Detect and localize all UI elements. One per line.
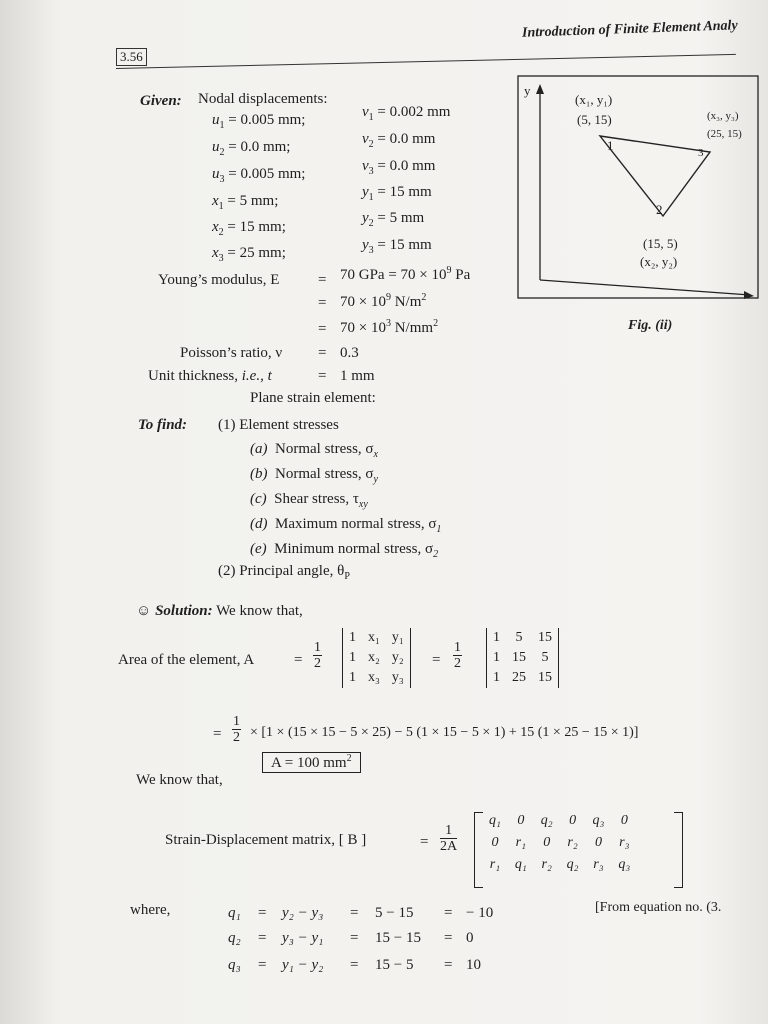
given-symbol: u — [212, 112, 220, 128]
half-3: $\frac{1}{2}$ — [233, 714, 240, 746]
given-value: = 0.0 mm — [373, 131, 436, 147]
det-cell: x₃ — [368, 670, 380, 685]
given-subscript: 1 — [368, 192, 374, 203]
given-subscript: 1 — [219, 120, 225, 131]
figure-caption: Fig. (ii) — [628, 318, 673, 333]
subitem-text: Normal stress, σ — [275, 441, 374, 457]
area-eq-1: = — [294, 652, 303, 668]
b-matrix-label: Strain-Displacement matrix, [ B ] — [165, 832, 367, 848]
q-calc: 15 − 15 — [375, 930, 421, 946]
b-matrix-cell: r₂ — [541, 857, 552, 872]
given-value: = 15 mm — [373, 184, 432, 200]
given-subscript: 2 — [368, 218, 374, 229]
given-subscript: 3 — [218, 253, 224, 264]
det-cell: 1 — [349, 650, 356, 665]
given-subscript: 3 — [368, 166, 374, 177]
given-symbol: y — [362, 184, 369, 200]
eq-2: = — [318, 295, 327, 311]
determinant-symbolic — [342, 628, 411, 688]
q-definition: y₃ − y₁ — [282, 930, 324, 946]
given-left-row — [212, 112, 305, 131]
subitem-gap — [268, 466, 276, 482]
nodal-heading: Nodal displacements: — [198, 91, 328, 107]
subitem-gap — [268, 441, 276, 457]
poisson-value: 0.3 — [340, 345, 359, 361]
given-value: = 0.0 mm; — [224, 139, 291, 155]
b-matrix — [482, 810, 637, 876]
to-find-item-2: (2) Principal angle, $\theta_P$ — [218, 563, 350, 582]
q-result: 10 — [466, 957, 481, 973]
page-number: 3.56 — [116, 48, 147, 66]
eq-1: = — [318, 272, 327, 288]
node3-number: 3 — [698, 147, 704, 159]
area-result: A = 100 $mm^2$ — [262, 752, 361, 773]
youngs-line-1: 70 GPa = $70 \times 10^9$ Pa — [340, 265, 471, 283]
b-matrix-cell: 0 — [620, 813, 628, 828]
y-arrow — [536, 84, 544, 94]
eq-4: = — [318, 345, 327, 361]
y-axis-label: y — [524, 83, 531, 98]
det-cell: 15 — [538, 670, 552, 685]
given-left-row — [212, 219, 286, 238]
where-label: where, — [130, 902, 171, 918]
det-cell: 1 — [349, 630, 356, 645]
given-value: = 0.0 mm — [373, 158, 436, 174]
subitem-text: Minimum normal stress, σ — [274, 541, 434, 557]
half-1: $\frac{1}{2}$ — [314, 640, 321, 672]
triangle-element — [600, 136, 710, 216]
solution-line: ☺ Solution: We know that, — [136, 603, 303, 619]
given-symbol: v — [362, 158, 369, 174]
det-cell: y₁ — [391, 630, 404, 645]
given-subscript: 3 — [219, 174, 225, 185]
subitem-subscript: y — [373, 474, 378, 485]
subitem-tag: (c) — [250, 491, 267, 507]
q-eq-3: = — [444, 957, 453, 973]
b-matrix-cell: r₂ — [567, 835, 578, 850]
q-definition: y₂ − y₃ — [282, 905, 324, 921]
b-bracket-right — [674, 812, 683, 888]
b-matrix-cell: q₃ — [618, 857, 631, 872]
node3-value: (25, 15) — [707, 128, 742, 140]
given-value: = 0.005 mm; — [224, 166, 306, 182]
given-left-row — [212, 139, 290, 158]
to-find-item-1: (1) Element stresses — [218, 417, 339, 433]
node1-value: (5, 15) — [577, 112, 612, 127]
q-eq-3: = — [444, 930, 453, 946]
eq-3: = — [318, 321, 327, 337]
determinant-numeric — [486, 628, 559, 688]
b-matrix-cell: q₂ — [540, 813, 553, 828]
we-know-that: We know that, — [136, 772, 223, 788]
q-eq-1: = — [258, 957, 267, 973]
thickness-label: Unit thickness, i.e., t — [148, 368, 272, 384]
node1-coord: (x₁, y₁) — [575, 92, 613, 107]
given-right-row — [362, 210, 424, 229]
subitem-subscript: x — [373, 449, 378, 460]
given-symbol: x — [212, 219, 219, 235]
poisson-label: Poisson’s ratio, ν — [180, 345, 283, 361]
given-subscript: 1 — [218, 201, 224, 212]
b-matrix-cell: q₃ — [592, 813, 605, 828]
given-value: = 0.005 mm; — [224, 112, 306, 128]
b-matrix-cell: q₁ — [514, 857, 527, 872]
given-subscript: 2 — [218, 227, 224, 238]
thickness-value: 1 mm — [340, 368, 375, 384]
q-eq-2: = — [350, 930, 359, 946]
given-label: Given: — [140, 93, 182, 109]
smiley-icon: ☺ — [136, 603, 152, 619]
to-find-subitem — [250, 491, 368, 510]
det-cell: 5 — [541, 650, 549, 665]
from-equation: [From equation no. (3. — [595, 900, 722, 915]
det-cell: 15 — [512, 650, 526, 665]
given-right-row — [362, 104, 450, 123]
q-lhs: q₃ — [228, 957, 241, 973]
area-expansion: × [1 × (15 × 15 − 5 × 25) − 5 (1 × 15 − 5 × 1) + 15 (1 × 25 − 15 × 1)] — [250, 725, 639, 740]
subitem-subscript: 2 — [433, 549, 439, 560]
given-symbol: x — [212, 193, 219, 209]
given-value: = 5 mm; — [223, 193, 279, 209]
det-cell: 5 — [515, 630, 523, 645]
q-definition: y₁ − y₂ — [282, 957, 324, 973]
det-cell: 1 — [493, 630, 500, 645]
q-result: 0 — [466, 930, 474, 946]
given-right-row — [362, 184, 432, 203]
to-find-subitem — [250, 441, 378, 460]
b-matrix-cell: r₁ — [489, 857, 501, 872]
plane-strain: Plane strain element: — [250, 390, 376, 406]
det-cell: 25 — [512, 670, 526, 685]
det-cell: y₂ — [391, 650, 404, 665]
given-left-row — [212, 245, 286, 264]
given-value: = 0.002 mm — [373, 104, 451, 120]
b-matrix-cell: 0 — [594, 835, 602, 850]
det-cell: 1 — [493, 670, 500, 685]
det-cell: 1 — [349, 670, 356, 685]
q-eq-2: = — [350, 957, 359, 973]
to-find-subitem — [250, 466, 378, 485]
given-symbol: y — [362, 210, 369, 226]
b-matrix-cell: 0 — [491, 835, 499, 850]
youngs-line-2: $70 \times 10^9$ $N/m^2$ — [340, 292, 427, 310]
given-subscript: 2 — [219, 147, 225, 158]
given-left-row — [212, 166, 305, 185]
eq-5: = — [318, 368, 327, 384]
node1-number: 1 — [607, 138, 614, 153]
b-matrix-cell: q₁ — [489, 813, 501, 828]
given-symbol: x — [212, 245, 219, 261]
half-2: $\frac{1}{2}$ — [454, 640, 461, 672]
subitem-text: Shear stress, τ — [274, 491, 359, 507]
det-cell: x₂ — [368, 650, 380, 665]
subitem-text: Normal stress, σ — [275, 466, 374, 482]
b-matrix-cell: 0 — [517, 813, 525, 828]
b-matrix-cell: 0 — [543, 835, 551, 850]
given-value: = 15 mm; — [223, 219, 286, 235]
given-symbol: v — [362, 131, 369, 147]
to-find-subitem — [250, 541, 438, 560]
given-value: = 5 mm — [373, 210, 425, 226]
node2-coord: (x₂, y₂) — [640, 254, 678, 269]
given-subscript: 1 — [368, 112, 374, 123]
q-calc: 15 − 5 — [375, 957, 414, 973]
b-matrix-cell: r₁ — [515, 835, 526, 850]
q-result: − 10 — [466, 905, 494, 921]
given-subscript: 3 — [368, 245, 374, 256]
b-matrix-cell: r₃ — [593, 857, 604, 872]
running-title: Introduction of Finite Element Analy — [521, 18, 738, 41]
det-cell: x₁ — [368, 630, 380, 645]
given-value: = 15 mm — [373, 237, 432, 253]
node2-value: (15, 5) — [643, 236, 678, 251]
given-symbol: u — [212, 166, 220, 182]
header-rule — [116, 54, 736, 69]
given-symbol: v — [362, 104, 369, 120]
subitem-tag: (d) — [250, 516, 268, 532]
b-eq: = — [420, 834, 429, 850]
youngs-line-3: $70 \times 10^3$ $N/mm^2$ — [340, 318, 439, 336]
to-find-label: To find: — [138, 417, 188, 433]
b-frac: $\frac{1}{2A}$ — [440, 823, 458, 855]
b-matrix-cell: r₃ — [619, 835, 630, 850]
q-eq-2: = — [350, 905, 359, 921]
b-matrix-cell: 0 — [569, 813, 577, 828]
youngs-label: Young’s modulus, E — [158, 272, 280, 288]
x-axis — [540, 280, 750, 295]
det-cell: 15 — [538, 630, 552, 645]
given-subscript: 2 — [368, 139, 374, 150]
area-eq-2: = — [432, 652, 441, 668]
given-right-row — [362, 158, 435, 177]
subitem-tag: (e) — [250, 541, 267, 557]
b-matrix-cell: q₂ — [566, 857, 579, 872]
q-eq-1: = — [258, 905, 267, 921]
area-label: Area of the element, A — [118, 652, 255, 668]
given-right-row — [362, 237, 432, 256]
to-find-subitem — [250, 516, 441, 535]
det-cell: 1 — [493, 650, 500, 665]
subitem-gap — [268, 516, 276, 532]
q-lhs: q₂ — [228, 930, 241, 946]
q-calc: 5 − 15 — [375, 905, 414, 921]
subitem-tag: (a) — [250, 441, 268, 457]
given-left-row — [212, 193, 278, 212]
given-symbol: u — [212, 139, 220, 155]
node3-coord: (x₃, y₃) — [707, 110, 739, 122]
subitem-subscript: xy — [358, 499, 368, 510]
q-eq-3: = — [444, 905, 453, 921]
area-eq-3: = — [213, 726, 222, 742]
det-cell: y₃ — [391, 670, 404, 685]
node2-number: 2 — [656, 202, 663, 217]
q-eq-1: = — [258, 930, 267, 946]
given-right-row — [362, 131, 435, 150]
given-value: = 25 mm; — [223, 245, 286, 261]
subitem-text: Maximum normal stress, σ — [275, 516, 437, 532]
subitem-tag: (b) — [250, 466, 268, 482]
q-lhs: q₁ — [228, 905, 241, 921]
given-symbol: y — [362, 237, 369, 253]
subitem-subscript: 1 — [436, 524, 442, 535]
